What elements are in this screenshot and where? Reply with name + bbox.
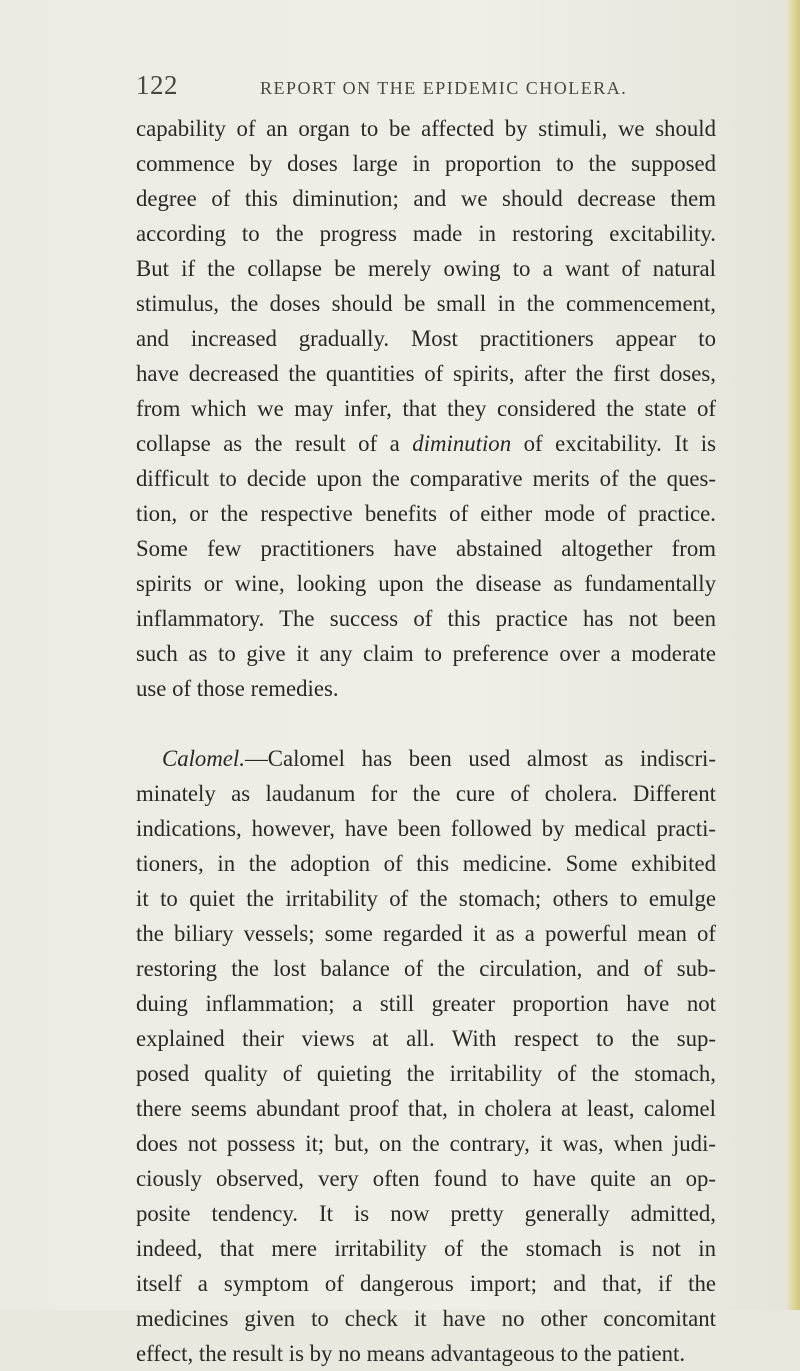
text-line: explained their views at all. With respect to the sup- <box>136 1026 716 1051</box>
text-line: But if the collapse be merely owing to a want of natural <box>136 256 716 281</box>
italic-word: diminution <box>412 431 512 456</box>
body-text <box>136 111 716 1371</box>
text-line: duing inflammation; a still greater proportion have not <box>136 991 716 1016</box>
text-line: posite tendency. It is now pretty generally admitted, <box>136 1201 716 1226</box>
text-line: inflammatory. The success of this practice has not been <box>136 606 716 631</box>
text-line: it to quiet the irritability of the stomach; others to emulge <box>136 886 716 911</box>
text-line <box>136 741 716 776</box>
paragraph-gap <box>136 706 716 741</box>
text-line: does not possess it; but, on the contrary, it was, when judi- <box>136 1131 716 1156</box>
text-line: effect, the result is by no means advantageous to the patient. <box>136 1341 686 1366</box>
text-line: there seems abundant proof that, in cholera at least, calomel <box>136 1096 716 1121</box>
text-line: tion, or the respective benefits of either mode of practice. <box>136 501 716 526</box>
text-line: degree of this diminution; and we should decrease them <box>136 186 716 211</box>
text-fragment: —Calomel has been used almost as indiscri- <box>244 746 716 771</box>
text-fragment: of excitability. It is <box>511 431 716 456</box>
text-line: such as to give it any claim to preference over a moderate <box>136 641 716 666</box>
text-line: spirits or wine, looking upon the disease as fundamentally <box>136 571 716 596</box>
text-line: from which we may infer, that they considered the state of <box>136 396 716 421</box>
text-line: have decreased the quantities of spirits, after the first doses, <box>136 361 716 386</box>
page-header <box>136 70 736 110</box>
text-line: medicines given to check it have no other concomitant <box>136 1306 716 1331</box>
paragraph-calomel <box>136 741 716 1371</box>
text-line: capability of an organ to be affected by stimuli, we should <box>136 116 716 141</box>
text-line: difficult to decide upon the comparative merits of the ques- <box>136 466 716 491</box>
running-head: REPORT ON THE EPIDEMIC CHOLERA. <box>260 78 628 98</box>
text-line: stimulus, the doses should be small in the commencement, <box>136 291 716 316</box>
page-number: 122 <box>136 70 178 100</box>
text-line: use of those remedies. <box>136 676 339 701</box>
text-line: indeed, that mere irritability of the stomach is not in <box>136 1236 716 1261</box>
paragraph-spirits <box>136 111 716 706</box>
section-heading: Calomel. <box>162 746 245 771</box>
text-line: according to the progress made in restoring excitability. <box>136 221 716 246</box>
text-line: minately as laudanum for the cure of cholera. Different <box>136 781 716 806</box>
text-line: tioners, in the adoption of this medicine. Some exhibited <box>136 851 716 876</box>
text-line <box>136 426 716 461</box>
text-line: and increased gradually. Most practitioners appear to <box>136 326 716 351</box>
text-line: commence by doses large in proportion to the supposed <box>136 151 716 176</box>
text-line: ciously observed, very often found to have quite an op- <box>136 1166 716 1191</box>
text-line: itself a symptom of dangerous import; and that, if the <box>136 1271 716 1296</box>
text-line: restoring the lost balance of the circulation, and of sub- <box>136 956 716 981</box>
text-line: posed quality of quieting the irritability of the stomach, <box>136 1061 716 1086</box>
text-line: the biliary vessels; some regarded it as a powerful mean of <box>136 921 716 946</box>
page-edge <box>786 0 800 1310</box>
text-fragment: collapse as the result of a <box>136 431 413 456</box>
text-line: indications, however, have been followed by medical practi- <box>136 816 716 841</box>
text-line: Some few practitioners have abstained altogether from <box>136 536 716 561</box>
